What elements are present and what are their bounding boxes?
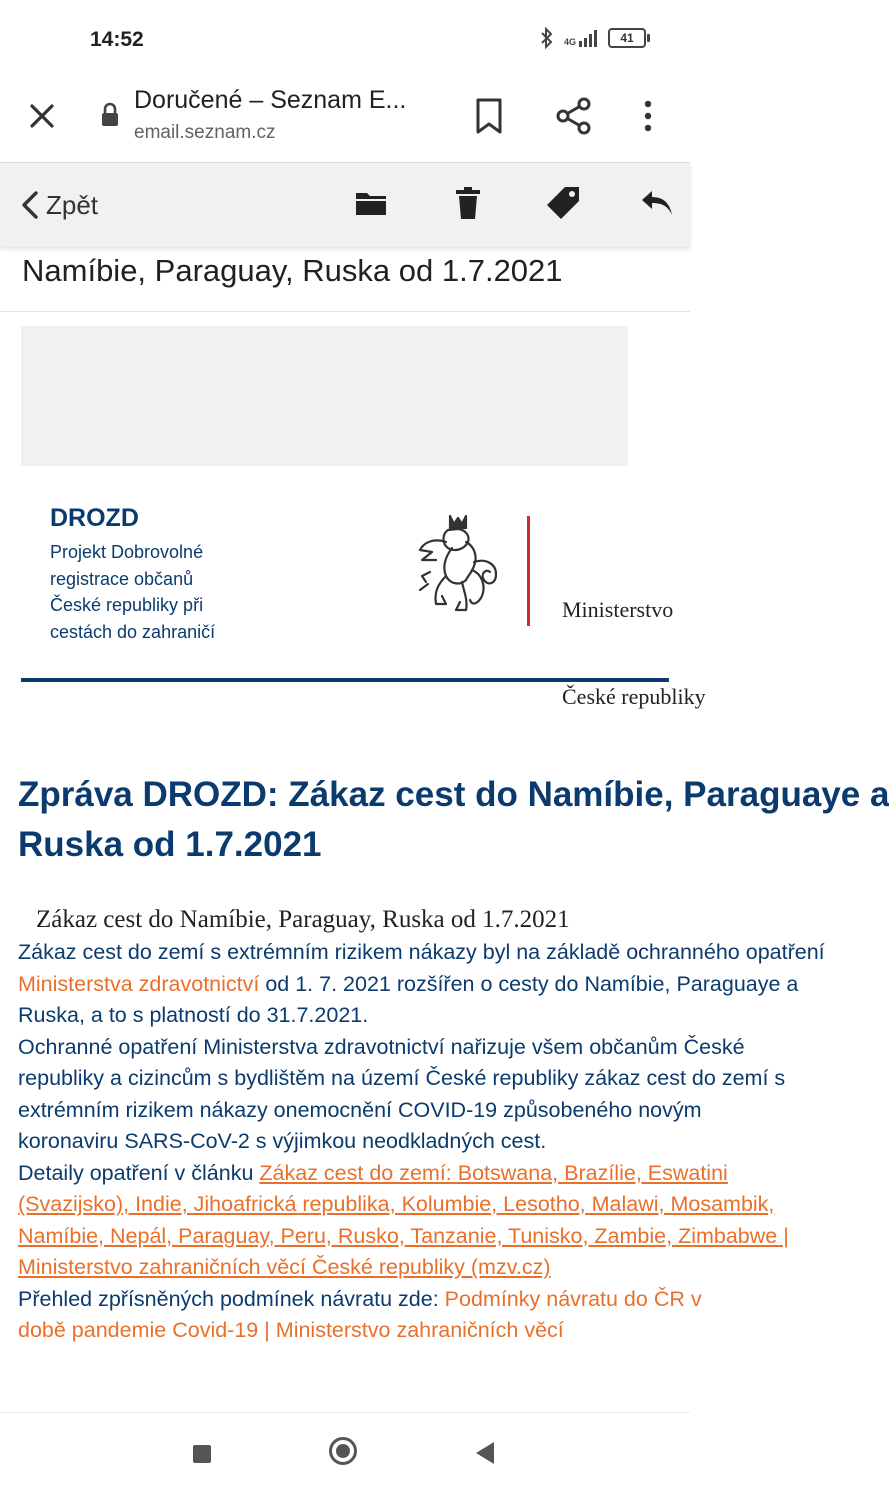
paragraph-text: od 1. 7. 2021 rozšířen o cesty do Namíbie, Paraguaye a — [259, 971, 799, 996]
paragraph-line — [18, 1189, 775, 1221]
signal-icon — [564, 29, 598, 47]
paragraph-line: Ochranné opatření Ministerstva zdravotnictví nařizuje všem občanům České — [18, 1034, 745, 1059]
network-type: 4G — [563, 37, 576, 47]
drozd-description — [50, 539, 270, 645]
bookmark-icon[interactable] — [472, 96, 506, 136]
travel-ban-article-link[interactable]: (Svazijsko), Indie, Jihoafrická republika, Kolumbie, Lesotho, Malawi, Mosambik, — [18, 1192, 775, 1216]
paragraph-line — [18, 1284, 702, 1316]
paragraph-line: extrémním rizikem nákazy onemocnění COVID-19 způsobeného novým — [18, 1097, 702, 1122]
drozd-description-line: Projekt Dobrovolné — [50, 542, 204, 562]
czech-lion-emblem-icon — [412, 512, 504, 616]
email-body — [18, 903, 825, 1379]
bluetooth-icon — [540, 27, 554, 49]
mail-toolbar — [0, 163, 690, 247]
page-title[interactable]: Doručené – Seznam E... — [134, 86, 407, 114]
chevron-left-icon — [20, 190, 40, 220]
share-icon[interactable] — [554, 96, 594, 136]
drozd-description-line: cestách do zahraničí — [50, 621, 216, 642]
paragraph-line: koronaviru SARS-CoV-2 s výjimkou neodkladných cest. — [18, 1129, 547, 1153]
battery-icon: 41 — [608, 28, 646, 48]
tag-icon[interactable] — [545, 185, 581, 221]
reply-icon[interactable] — [640, 189, 674, 217]
logo-divider — [527, 516, 530, 626]
header-divider — [21, 678, 669, 682]
paragraph-line: Zákaz cest do zemí s extrémním rizikem nákazy byl na základě ochranného opatření — [18, 940, 825, 964]
status-time: 14:52 — [90, 28, 144, 51]
nav-back-icon[interactable] — [476, 1442, 494, 1464]
paragraph-line — [18, 1158, 728, 1190]
travel-ban-article-link[interactable]: Ministerstvo zahraničních věcí České republiky (mzv.cz) — [18, 1255, 551, 1279]
return-conditions-link[interactable]: době pandemie Covid-19 | Ministerstvo zahraničních věcí — [18, 1318, 564, 1342]
system-nav-bar — [0, 1412, 690, 1496]
paragraph-line — [18, 1252, 669, 1284]
ministry-health-link[interactable]: Ministerstva zdravotnictví — [18, 971, 260, 996]
drozd-description-line: České republiky při — [50, 595, 204, 615]
paragraph-line — [18, 1221, 789, 1253]
more-vert-icon[interactable] — [636, 96, 660, 136]
paragraph-line: republiky a cizincům s bydlištěm na území České republiky zákaz cest do zemí s — [18, 1066, 786, 1090]
email-heading — [18, 770, 889, 870]
paragraph-text: Detaily opatření v článku — [18, 1160, 260, 1185]
ministry-name-line: České republiky — [562, 684, 706, 709]
browser-toolbar — [0, 80, 690, 163]
intro-line: Zákaz cest do Namíbie, Paraguay, Ruska od 1.7.2021 — [36, 906, 570, 933]
paragraph-text: Přehled zpřísněných podmínek návratu zde: — [18, 1286, 445, 1311]
lock-icon — [100, 102, 120, 128]
folder-icon[interactable] — [354, 189, 388, 217]
back-label: Zpět — [46, 189, 99, 220]
recents-icon[interactable] — [193, 1445, 211, 1463]
page-url[interactable]: email.seznam.cz — [134, 122, 276, 143]
paragraph-line — [18, 969, 799, 1001]
paragraph-line: Ruska, a to s platností do 31.7.2021. — [18, 1003, 369, 1027]
ministry-name-line: Ministerstvo — [562, 597, 674, 622]
heading-line: Zpráva DROZD: Zákaz cest do Namíbie, Paraguaye a — [18, 775, 889, 814]
subject-strip — [0, 247, 690, 312]
home-icon[interactable] — [329, 1437, 357, 1465]
paragraph-line — [18, 1315, 669, 1347]
close-icon[interactable] — [24, 98, 60, 134]
image-placeholder — [21, 326, 628, 466]
return-conditions-link[interactable]: Podmínky návratu do ČR v — [444, 1286, 702, 1311]
trash-icon[interactable] — [454, 187, 482, 221]
status-bar — [0, 0, 690, 80]
email-subject: Namíbie, Paraguay, Ruska od 1.7.2021 — [22, 253, 563, 288]
status-icons — [540, 27, 646, 49]
heading-line: Ruska od 1.7.2021 — [18, 825, 322, 864]
travel-ban-article-link[interactable]: Namíbie, Nepál, Paraguay, Peru, Rusko, Tanzanie, Tunisko, Zambie, Zimbabwe | — [18, 1223, 789, 1248]
drozd-description-line: registrace občanů — [50, 568, 194, 589]
travel-ban-article-link[interactable]: Zákaz cest do zemí: Botswana, Brazílie, Eswatini — [259, 1160, 728, 1185]
ministry-name — [562, 537, 706, 740]
back-button[interactable] — [20, 185, 98, 225]
drozd-title: DROZD — [50, 504, 139, 532]
